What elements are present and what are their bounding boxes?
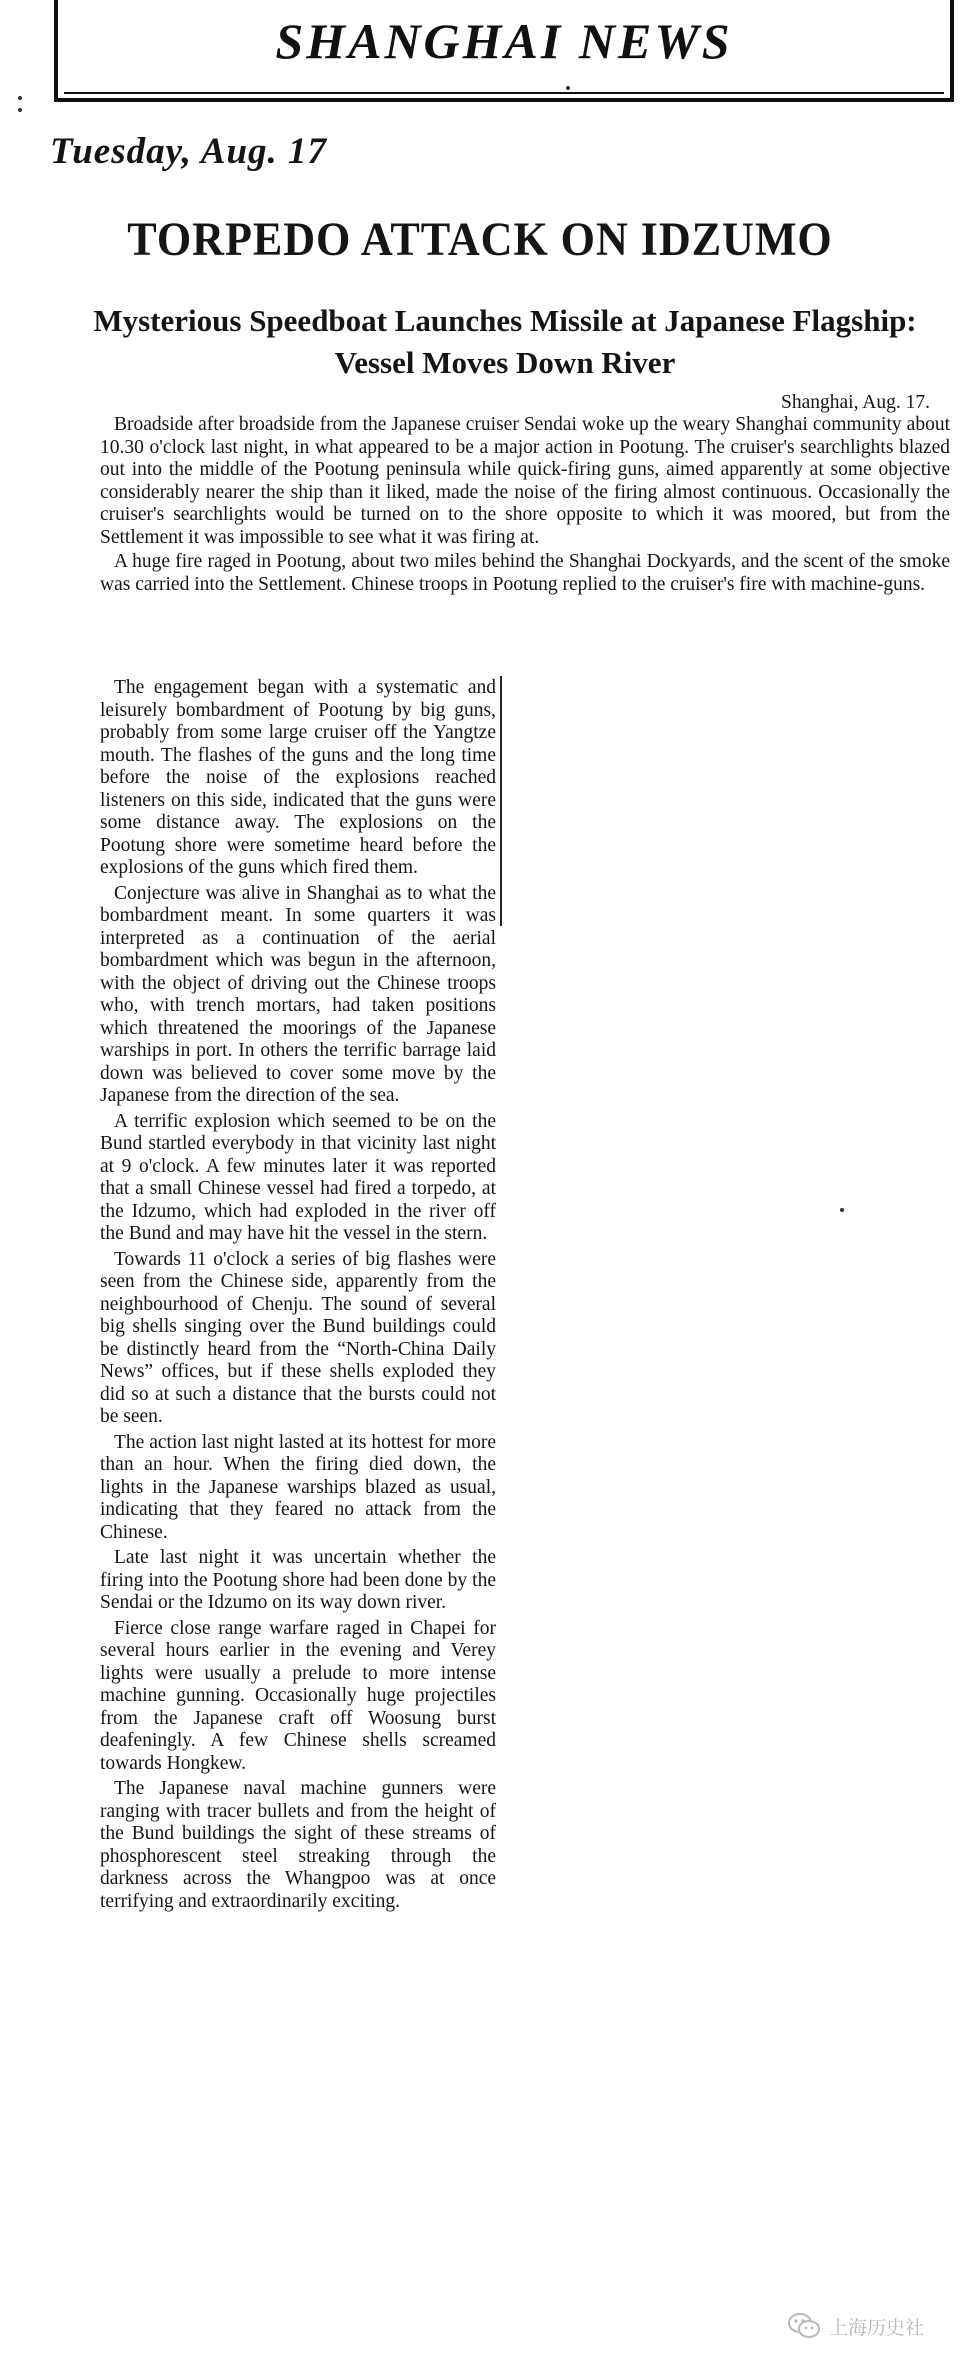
column-paragraph: The engagement began with a systematic and leisurely bombardment of Pootung by big guns, probably from some large cruiser off the Yangtze mouth. The flashes of the guns and the long time before the noise of the explosions reached listeners on this side, indicated that the guns were some distance away. The explosions on the Pootung shore were sometime heard before the explosions of the guns which fired them. [100,677,496,878]
column-paragraph: The action last night lasted at its hottest for more than an hour. When the firing died down, the lights in the Japanese warships blazed as usual, indicating that they feared no attack from the Chinese. [100,1431,496,1543]
article-headline: TORPEDO ATTACK ON IDZUMO [127,213,833,266]
lead-paragraph: Broadside after broadside from the Japanese cruiser Sendai woke up the weary Shanghai community about 10.30 o'clock last night, in what appeared to be a major action in Pootung. The cruiser's searchlights blazed out into the middle of the Pootung peninsula while quick-firing guns, aimed apparently at some objective considerably nearer the ship than it liked, made the noise of the firing almost continuous. Occasionally the cruiser's searchlights would be turned on to the shore opposite to which it was moored, but from the Settlement it was impossible to see what it was firing at. [100,414,950,548]
column-paragraph: A terrific explosion which seemed to be on the Bund startled everybody in that vicinity last night at 9 o'clock. A few minutes later it was reported that a small Chinese vessel had fired a torpedo, at the Idzumo, which had exploded in the river off the Bund and may have hit the vessel in the stern. [100,1110,496,1244]
lead-paragraph: A huge fire raged in Pootung, about two miles behind the Shanghai Dockyards, and the scent of the smoke was carried into the Settlement. Chinese troops in Pootung replied to the cruiser's fire with machine-guns. [100,551,950,595]
column-paragraph: Fierce close range warfare raged in Chapei for several hours earlier in the evening and Verey lights were usually a prelude to more intense machine gunning. Occasionally huge projectiles from the Japanese craft off Woosung burst deafeningly. A few Chinese shells screamed towards Hongkew. [100,1617,496,1774]
print-speck [18,108,22,112]
article-subhead: Mysterious Speedboat Launches Missile at Japanese Flagship: Vessel Moves Down River [93,303,917,380]
masthead-title: SHANGHAI NEWS [275,13,733,69]
print-speck [840,1208,844,1212]
column-paragraph: Late last night it was uncertain whether the firing into the Pootung shore had been done by the Sendai or the Idzumo on its way down river. [100,1547,496,1613]
print-speck [566,86,570,90]
lead-section [100,414,950,598]
column-paragraph: Conjecture was alive in Shanghai as to what the bombardment meant. In some quarters it was interpreted as a continuation of the aerial bombardment which was begun in the afternoon, with the object of driving out the Chinese troops who, with trench mortars, had taken positions which threatened the moorings of the Japanese warships in port. In others the terrific barrage laid down was believed to cover some move by the Japanese from the direction of the sea. [100,882,496,1106]
column-rule [500,676,502,926]
column-paragraph: The Japanese naval machine gunners were ranging with tracer bullets and from the height of the Bund buildings the sight of these streams of phosphorescent steel streaking through the darkness across the Whangpoo was at once terrifying and extraordinarily exciting. [100,1778,496,1912]
article-column [100,677,496,1916]
watermark [787,2312,924,2340]
watermark-text: 上海历史社 [828,2316,924,2339]
issue-date: Tuesday, Aug. 17 [50,131,328,172]
wechat-icon [787,2312,821,2340]
print-speck [18,96,22,100]
column-paragraph: Towards 11 o'clock a series of big flashes were seen from the Chinese side, apparently from the neighbourhood of Chenju. The sound of several big shells singing over the Bund buildings could be distinctly heard from the “North-China Daily News” offices, but if these shells exploded they did so at such a distance that the bursts could not be seen. [100,1248,496,1427]
article-dateline: Shanghai, Aug. 17. [781,392,930,413]
masthead [54,0,954,102]
